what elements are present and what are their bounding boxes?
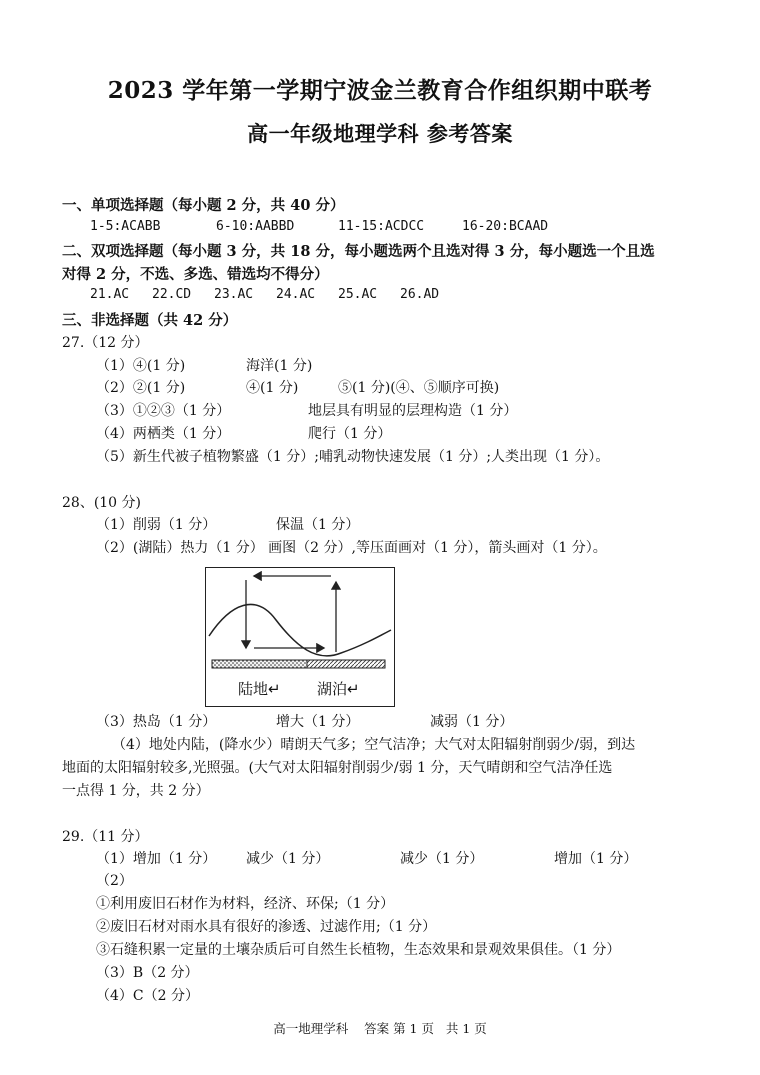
q27-r1b: 海洋(1 分) [246,358,313,374]
q28-r3a: （3）热岛（1 分） [96,714,217,730]
s2-answer-1: 21.AC [90,287,130,302]
q29-point-3: ③石缝积累一定量的土壤杂质后可自然生长植物，生态效果和景观效果俱佳。（1 分） [96,942,621,958]
q27-r4a: （4）两栖类（1 分） [96,426,231,442]
q28-label: 28、(10 分) [62,495,142,511]
q28-r3b: 增大（1 分） [276,714,360,730]
q29-r4: （4）C（2 分） [96,988,199,1004]
land-label: 陆地↵ [238,680,281,698]
s1-answer-3: 11-15:ACDCC [338,219,425,234]
q27-r3a: （3）①②③（1 分） [96,403,231,419]
q27-r2a: （2）②(1 分) [96,380,186,396]
q28-r4-line1: （4）地处内陆，(降水少）晴朗天气多；空气洁净；大气对太阳辐射削弱少/弱，到达 [112,737,636,753]
q27-r4b: 爬行（1 分） [308,426,392,442]
q27-r2b: ④(1 分) [246,380,299,396]
lake-strip [307,660,385,668]
s2-answer-4: 24.AC [276,287,316,302]
q29-r3: （3）B（2 分） [96,965,199,981]
q28-r4-line2: 地面的太阳辐射较多,光照强。(大气对太阳辐射削弱少/弱 1 分，天气晴朗和空气洁净任选 [62,760,613,776]
s1-answer-4: 16-20:BCAAD [462,219,549,234]
q29-point-1: ①利用废旧石材作为材料，经济、环保;（1 分） [96,896,395,912]
q27-r2c: ⑤(1 分)(④、⑤顺序可换) [338,380,500,396]
q29-r2: （2） [96,873,133,889]
q27-label: 27.（12 分） [62,335,149,351]
q28-r3c: 减弱（1 分） [430,714,514,730]
s1-answer-1: 1-5:ACABB [90,219,161,234]
q29-point-2: ②废旧石材对雨水具有很好的渗透、过滤作用;（1 分） [96,919,437,935]
lake-label: 湖泊↵ [317,680,360,698]
s2-answer-2: 22.CD [152,287,192,302]
q27-r5: （5）新生代被子植物繁盛（1 分）;哺乳动物快速发展（1 分）;人类出现（1 分）。 [96,449,610,465]
s2-answer-6: 26.AD [400,287,440,302]
thermal-circulation-diagram [205,567,395,707]
q28-r2: （2）(湖陆）热力（1 分） 画图（2 分）,等压面画对（1 分），箭头画对（1 分）。 [96,540,607,556]
diagram-svg [206,568,393,705]
page-title: 2023 学年第一学期宁波金兰教育合作组织期中联考 [107,77,653,104]
q29-r1b: 减少（1 分） [246,851,330,867]
section2-heading-line2: 对得 2 分，不选、多选、错选均不得分） [62,266,329,283]
land-strip [212,660,307,668]
q29-r1c: 减少（1 分） [400,851,484,867]
q28-r4-line3: 一点得 1 分，共 2 分） [62,783,210,799]
page-footer: 高一地理学科 答案 第 1 页 共 1 页 [273,1021,487,1036]
s2-answer-5: 25.AC [338,287,378,302]
q28-r1b: 保温（1 分） [276,517,360,533]
q27-r3b: 地层具有明显的层理构造（1 分） [308,403,518,419]
q29-label: 29.（11 分） [62,829,149,845]
q29-r1a: （1）增加（1 分） [96,851,217,867]
section3-heading: 三、非选择题（共 42 分） [62,312,238,329]
section1-heading: 一、单项选择题（每小题 2 分，共 40 分） [62,197,345,214]
q28-r1a: （1）削弱（1 分） [96,517,217,533]
page-subtitle: 高一年级地理学科 参考答案 [247,121,513,146]
q27-r1a: （1）④(1 分) [96,358,186,374]
section2-heading-line1: 二、双项选择题（每小题 3 分，共 18 分，每小题选两个且选对得 3 分，每小题选一个且选 [62,243,655,260]
s1-answer-2: 6-10:AABBD [216,219,295,234]
q29-r1d: 增加（1 分） [554,851,638,867]
s2-answer-3: 23.AC [214,287,254,302]
